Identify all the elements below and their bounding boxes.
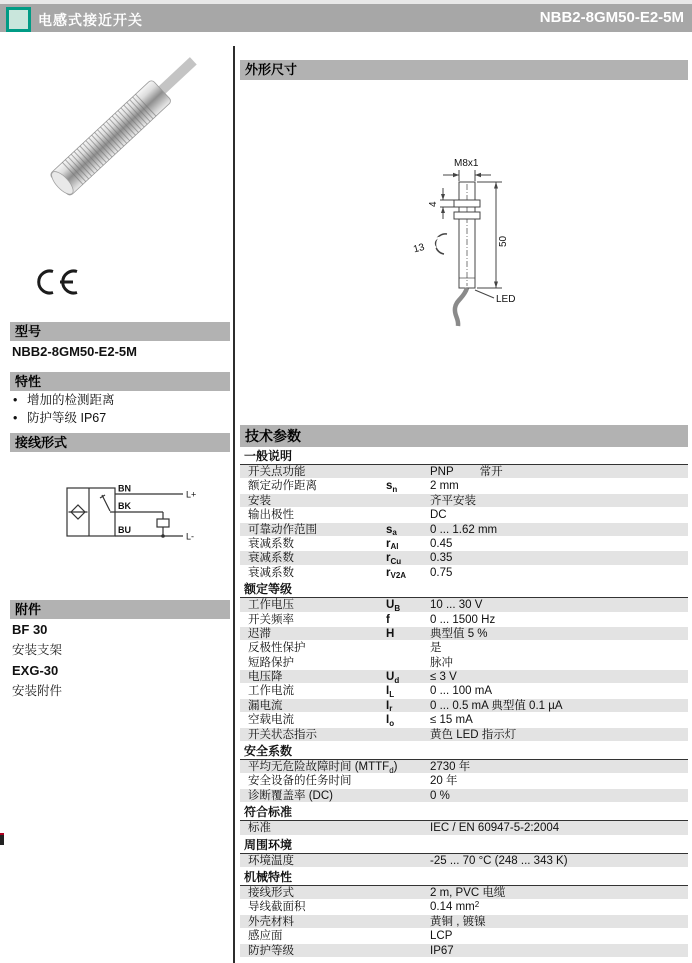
spec-label: 安装 (248, 494, 271, 507)
spec-row (240, 465, 688, 479)
section-specs: 技术参数 (240, 425, 688, 447)
feature-item (13, 410, 228, 428)
spec-label: 电压降 (248, 671, 283, 684)
section-accessories: 附件 (10, 600, 230, 619)
symbol-subscript: Al (390, 542, 399, 552)
spec-row (240, 508, 688, 522)
spec-symbol (386, 854, 430, 868)
symbol-subscript: V2A (390, 571, 407, 581)
spec-label: 开关频率 (248, 613, 294, 626)
spec-label: 安全设备的任务时间 (248, 775, 352, 788)
spec-value: 20 年 (430, 775, 458, 788)
feature-text: 防护等级 IP67 (27, 410, 107, 425)
spec-label: 漏电流 (248, 699, 283, 712)
dim-thread-label: M8x1 (454, 158, 479, 169)
spec-label: 短路保护 (248, 656, 294, 669)
spec-value: 2 m, PVC 电缆 (430, 886, 506, 899)
bullet-icon: • (13, 393, 18, 407)
spec-symbol: f (386, 613, 390, 626)
accessories-list (12, 620, 227, 702)
spec-row (240, 944, 688, 958)
symbol-subscript: B (394, 603, 401, 613)
value-superscript: 2 (474, 899, 480, 909)
symbol-subscript: L (389, 689, 395, 699)
feature-text: 增加的检测距离 (27, 393, 115, 407)
dim-led-label: LED (496, 294, 516, 305)
spec-value: 典型值 5 % (430, 627, 488, 640)
spec-value: PNP 常开 (430, 466, 503, 478)
spec-label: 感应面 (248, 930, 283, 943)
spec-value: ≤ 3 V (430, 671, 457, 684)
symbol-subscript: r (389, 704, 393, 714)
bullet-icon: • (13, 410, 18, 425)
spec-row (240, 479, 688, 493)
symbol-subscript: a (392, 528, 397, 538)
spec-symbol (386, 465, 430, 479)
spec-label: 迟滞 (248, 627, 271, 640)
spec-value: LCP (430, 930, 453, 943)
spec-label: 衰减系数 (248, 537, 294, 550)
spec-value: 是 (430, 642, 442, 655)
wire-bu-label: BU (118, 525, 131, 535)
spec-value: 2730 年 (430, 761, 471, 774)
spec-value: -25 ... 70 °C (248 ... 343 K) (430, 854, 568, 867)
wire-bk-label: BK (118, 501, 131, 511)
spec-row (240, 537, 688, 551)
section-connection: 接线形式 (10, 433, 230, 452)
spec-symbol: $r_{Cu}$ (386, 552, 402, 566)
spec-value: 0.35 (430, 552, 453, 565)
spec-row (240, 774, 688, 788)
spec-label: 防护等级 (248, 944, 294, 957)
spec-section-title: 周围环境 (240, 836, 688, 854)
section-features: 特性 (10, 372, 230, 391)
spec-label: 诊断覆盖率 (DC) (248, 789, 333, 802)
spec-value: DC (430, 509, 447, 522)
symbol-subscript: Cu (390, 556, 402, 566)
spec-value: 10 ... 30 V (430, 599, 483, 612)
spec-value: 脉冲 (430, 656, 453, 669)
spec-row (240, 627, 688, 641)
spec-row (240, 699, 688, 713)
model-value: NBB2-8GM50-E2-5M (12, 344, 137, 359)
spec-section-title: 额定等级 (240, 580, 688, 598)
spec-label: 可靠动作范围 (248, 523, 317, 536)
section-model: 型号 (10, 322, 230, 341)
product-number-header: NBB2-8GM50-E2-5M (539, 9, 684, 26)
spec-value: 齐平安装 (430, 494, 476, 507)
spec-value: 0 ... 0.5 mA 典型值 0.1 µA (430, 699, 563, 712)
spec-symbol (386, 641, 430, 655)
page-edge-mark (0, 833, 4, 845)
spec-value: 黄铜 , 镀镍 (430, 915, 486, 928)
spec-label: 导线截面积 (248, 901, 306, 914)
label-subscript: d (389, 765, 394, 775)
spec-symbol: $r_{Al}$ (386, 537, 399, 552)
page-title: 电感式接近开关 (38, 12, 143, 28)
spec-value: ≤ 15 mA (430, 714, 473, 727)
wiring-diagram (58, 482, 203, 548)
spec-row (240, 929, 688, 943)
spec-row (240, 523, 688, 537)
spec-value: 0.14 $mm^2$ (430, 899, 480, 914)
ce-mark-icon (30, 266, 84, 300)
spec-symbol (386, 886, 430, 900)
spec-section-title: 一般说明 (240, 447, 688, 465)
spec-row (240, 684, 688, 698)
wire-lplus-label: L+ (186, 489, 197, 500)
spec-label: 衰减系数 (248, 552, 294, 565)
spec-row (240, 886, 688, 900)
spec-label: 开关状态指示 (248, 728, 317, 741)
spec-label: 环境温度 (248, 854, 294, 867)
spec-row (240, 656, 688, 670)
spec-row (240, 900, 688, 914)
spec-symbol: H (386, 627, 395, 640)
spec-symbol: $U_B$ (386, 599, 401, 613)
features-list (13, 392, 228, 427)
spec-value: 黄色 LED 指示灯 (430, 728, 517, 741)
spec-symbol (386, 821, 430, 835)
spec-section-title: 符合标准 (240, 803, 688, 821)
accessory-code: BF 30 (12, 622, 48, 637)
spec-row (240, 821, 688, 835)
spec-symbol (386, 900, 430, 914)
spec-row (240, 789, 688, 803)
spec-label: 额定动作距离 (248, 480, 317, 493)
spec-symbol (386, 915, 430, 929)
dim-wrench-label: 13 (412, 241, 426, 256)
spec-label: 外壳材料 (248, 915, 294, 928)
spec-row (240, 598, 688, 612)
spec-row (240, 551, 688, 565)
spec-row (240, 494, 688, 508)
spec-value: 0 % (430, 789, 450, 802)
spec-symbol: $I_L$ (386, 685, 395, 699)
spec-value: 0 ... 1.62 mm (430, 523, 498, 536)
spec-row (240, 854, 688, 868)
spec-symbol (386, 774, 430, 788)
spec-value: 2 mm (430, 480, 459, 493)
spec-row (240, 641, 688, 655)
spec-value: 0 ... 1500 Hz (430, 613, 496, 626)
wire-bn-label: BN (118, 483, 131, 494)
spec-symbol: $I_o$ (386, 714, 395, 728)
spec-symbol (386, 494, 430, 508)
spec-label: 空载电流 (248, 714, 294, 727)
spec-label: 开关点功能 (248, 466, 306, 478)
spec-value-2: 常开 (479, 466, 503, 478)
symbol-subscript: n (392, 484, 398, 494)
spec-symbol (386, 656, 430, 670)
spec-label: 接线形式 (248, 886, 294, 899)
spec-symbol: $s_n$ (386, 480, 398, 494)
spec-symbol (386, 929, 430, 943)
brand-square-icon (6, 7, 31, 32)
spec-symbol (386, 728, 430, 742)
spec-symbol: $I_r$ (386, 699, 393, 714)
spec-symbol (386, 508, 430, 522)
spec-label: 输出极性 (248, 509, 294, 522)
spec-value: 0.45 (430, 537, 453, 550)
spec-label: 工作电流 (248, 685, 294, 698)
symbol-subscript: o (389, 718, 395, 728)
accessory-desc: 安装附件 (12, 684, 63, 698)
product-photo (12, 52, 217, 287)
spec-label: 衰减系数 (248, 566, 294, 579)
spec-symbol (386, 944, 430, 958)
spec-label: 反极性保护 (248, 642, 306, 655)
spec-value: 0 ... 100 mA (430, 685, 493, 698)
spec-section-title: 安全系数 (240, 742, 688, 760)
spec-row (240, 566, 688, 580)
accessory-code: EXG-30 (12, 663, 59, 678)
spec-label: 平均无危险故障时间 $(MTTF_d)$ (248, 761, 398, 775)
spec-section-title: 机械特性 (240, 868, 688, 886)
spec-row (240, 915, 688, 929)
spec-label: 工作电压 (248, 599, 294, 612)
spec-value: 0.75 (430, 566, 453, 579)
spec-symbol: $s_a$ (386, 523, 397, 538)
symbol-subscript: d (394, 675, 400, 685)
spec-label: 标准 (248, 822, 271, 835)
spec-row (240, 613, 688, 627)
dim-nut-label: 4 (428, 201, 439, 207)
spec-row (240, 760, 688, 774)
spec-symbol: $U_d$ (386, 671, 400, 685)
spec-value: IEC / EN 60947-5-2:2004 (430, 822, 560, 835)
wire-lminus-label: L- (186, 531, 195, 542)
accessory-desc: 安装支架 (12, 643, 63, 657)
spec-row (240, 670, 688, 684)
dim-length-label: 50 (498, 235, 509, 247)
column-divider (233, 46, 235, 963)
spec-row (240, 728, 688, 742)
feature-item (13, 392, 228, 410)
spec-table (240, 447, 688, 958)
dimension-drawing (398, 148, 563, 328)
section-dimensions: 外形尺寸 (240, 60, 688, 80)
spec-row (240, 713, 688, 727)
spec-symbol: $r_{V2A}$ (386, 566, 407, 581)
spec-symbol (386, 789, 430, 803)
spec-value: IP67 (430, 944, 454, 957)
